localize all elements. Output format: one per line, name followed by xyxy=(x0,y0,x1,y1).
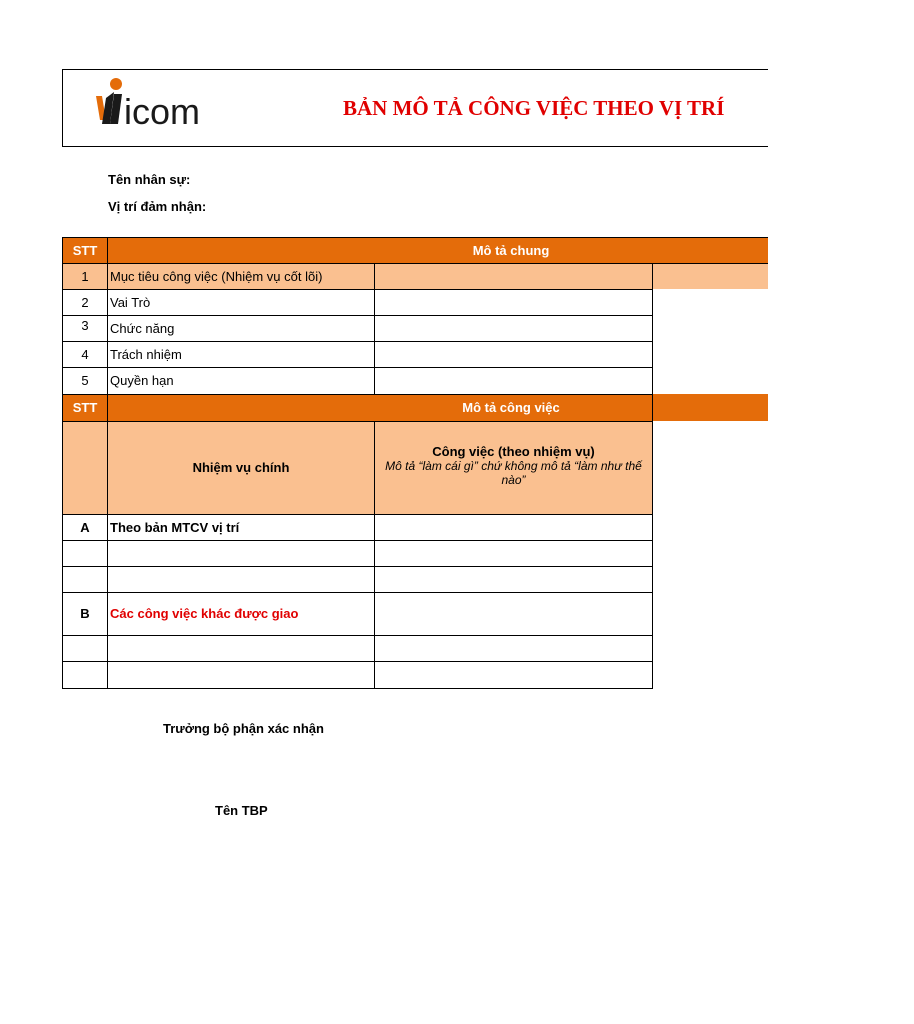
section-b-label: Các công việc khác được giao xyxy=(110,606,299,621)
general-description-header: Mô tả chung xyxy=(472,242,550,258)
section-a-label: Theo bản MTCV vị trí xyxy=(110,519,240,535)
department-head-name-label: Tên TBP xyxy=(215,803,268,818)
work-description-header: Mô tả công việc xyxy=(462,400,560,415)
row-number: 5 xyxy=(81,373,89,388)
stt-header: STT xyxy=(72,400,98,415)
row-number: 2 xyxy=(81,294,89,310)
department-head-confirm-label: Trưởng bộ phận xác nhận xyxy=(163,721,324,736)
employee-name-label: Tên nhân sự: xyxy=(108,172,191,187)
task-header: Công việc (theo nhiệm vụ) xyxy=(432,444,595,459)
section-a-code: A xyxy=(80,519,90,535)
row-number: 1 xyxy=(81,268,89,284)
row-label-objective: Mục tiêu công việc (Nhiệm vụ cốt lõi) xyxy=(110,268,323,284)
svg-text:icom: icom xyxy=(124,91,201,132)
row-label-authority: Quyền hạn xyxy=(110,373,174,388)
company-logo xyxy=(86,76,222,132)
row-number: 3 xyxy=(81,317,89,333)
row-label-role: Vai Trò xyxy=(110,294,151,310)
row-label-function: Chức năng xyxy=(110,320,175,336)
section-b-code: B xyxy=(80,606,90,621)
stt-header: STT xyxy=(72,242,98,258)
main-duty-header: Nhiệm vụ chính xyxy=(192,460,290,475)
document-title: BẢN MÔ TẢ CÔNG VIỆC THEO VỊ TRÍ xyxy=(343,96,725,120)
row-number: 4 xyxy=(81,346,89,362)
task-header-block xyxy=(375,444,652,487)
position-label: Vị trí đảm nhận: xyxy=(108,199,207,214)
task-subheader: Mô tả “làm cái gì” chứ không mô tả “làm như thế nào” xyxy=(385,459,642,487)
icom-logo-icon xyxy=(86,76,222,132)
row-label-responsibility: Trách nhiệm xyxy=(110,346,182,362)
